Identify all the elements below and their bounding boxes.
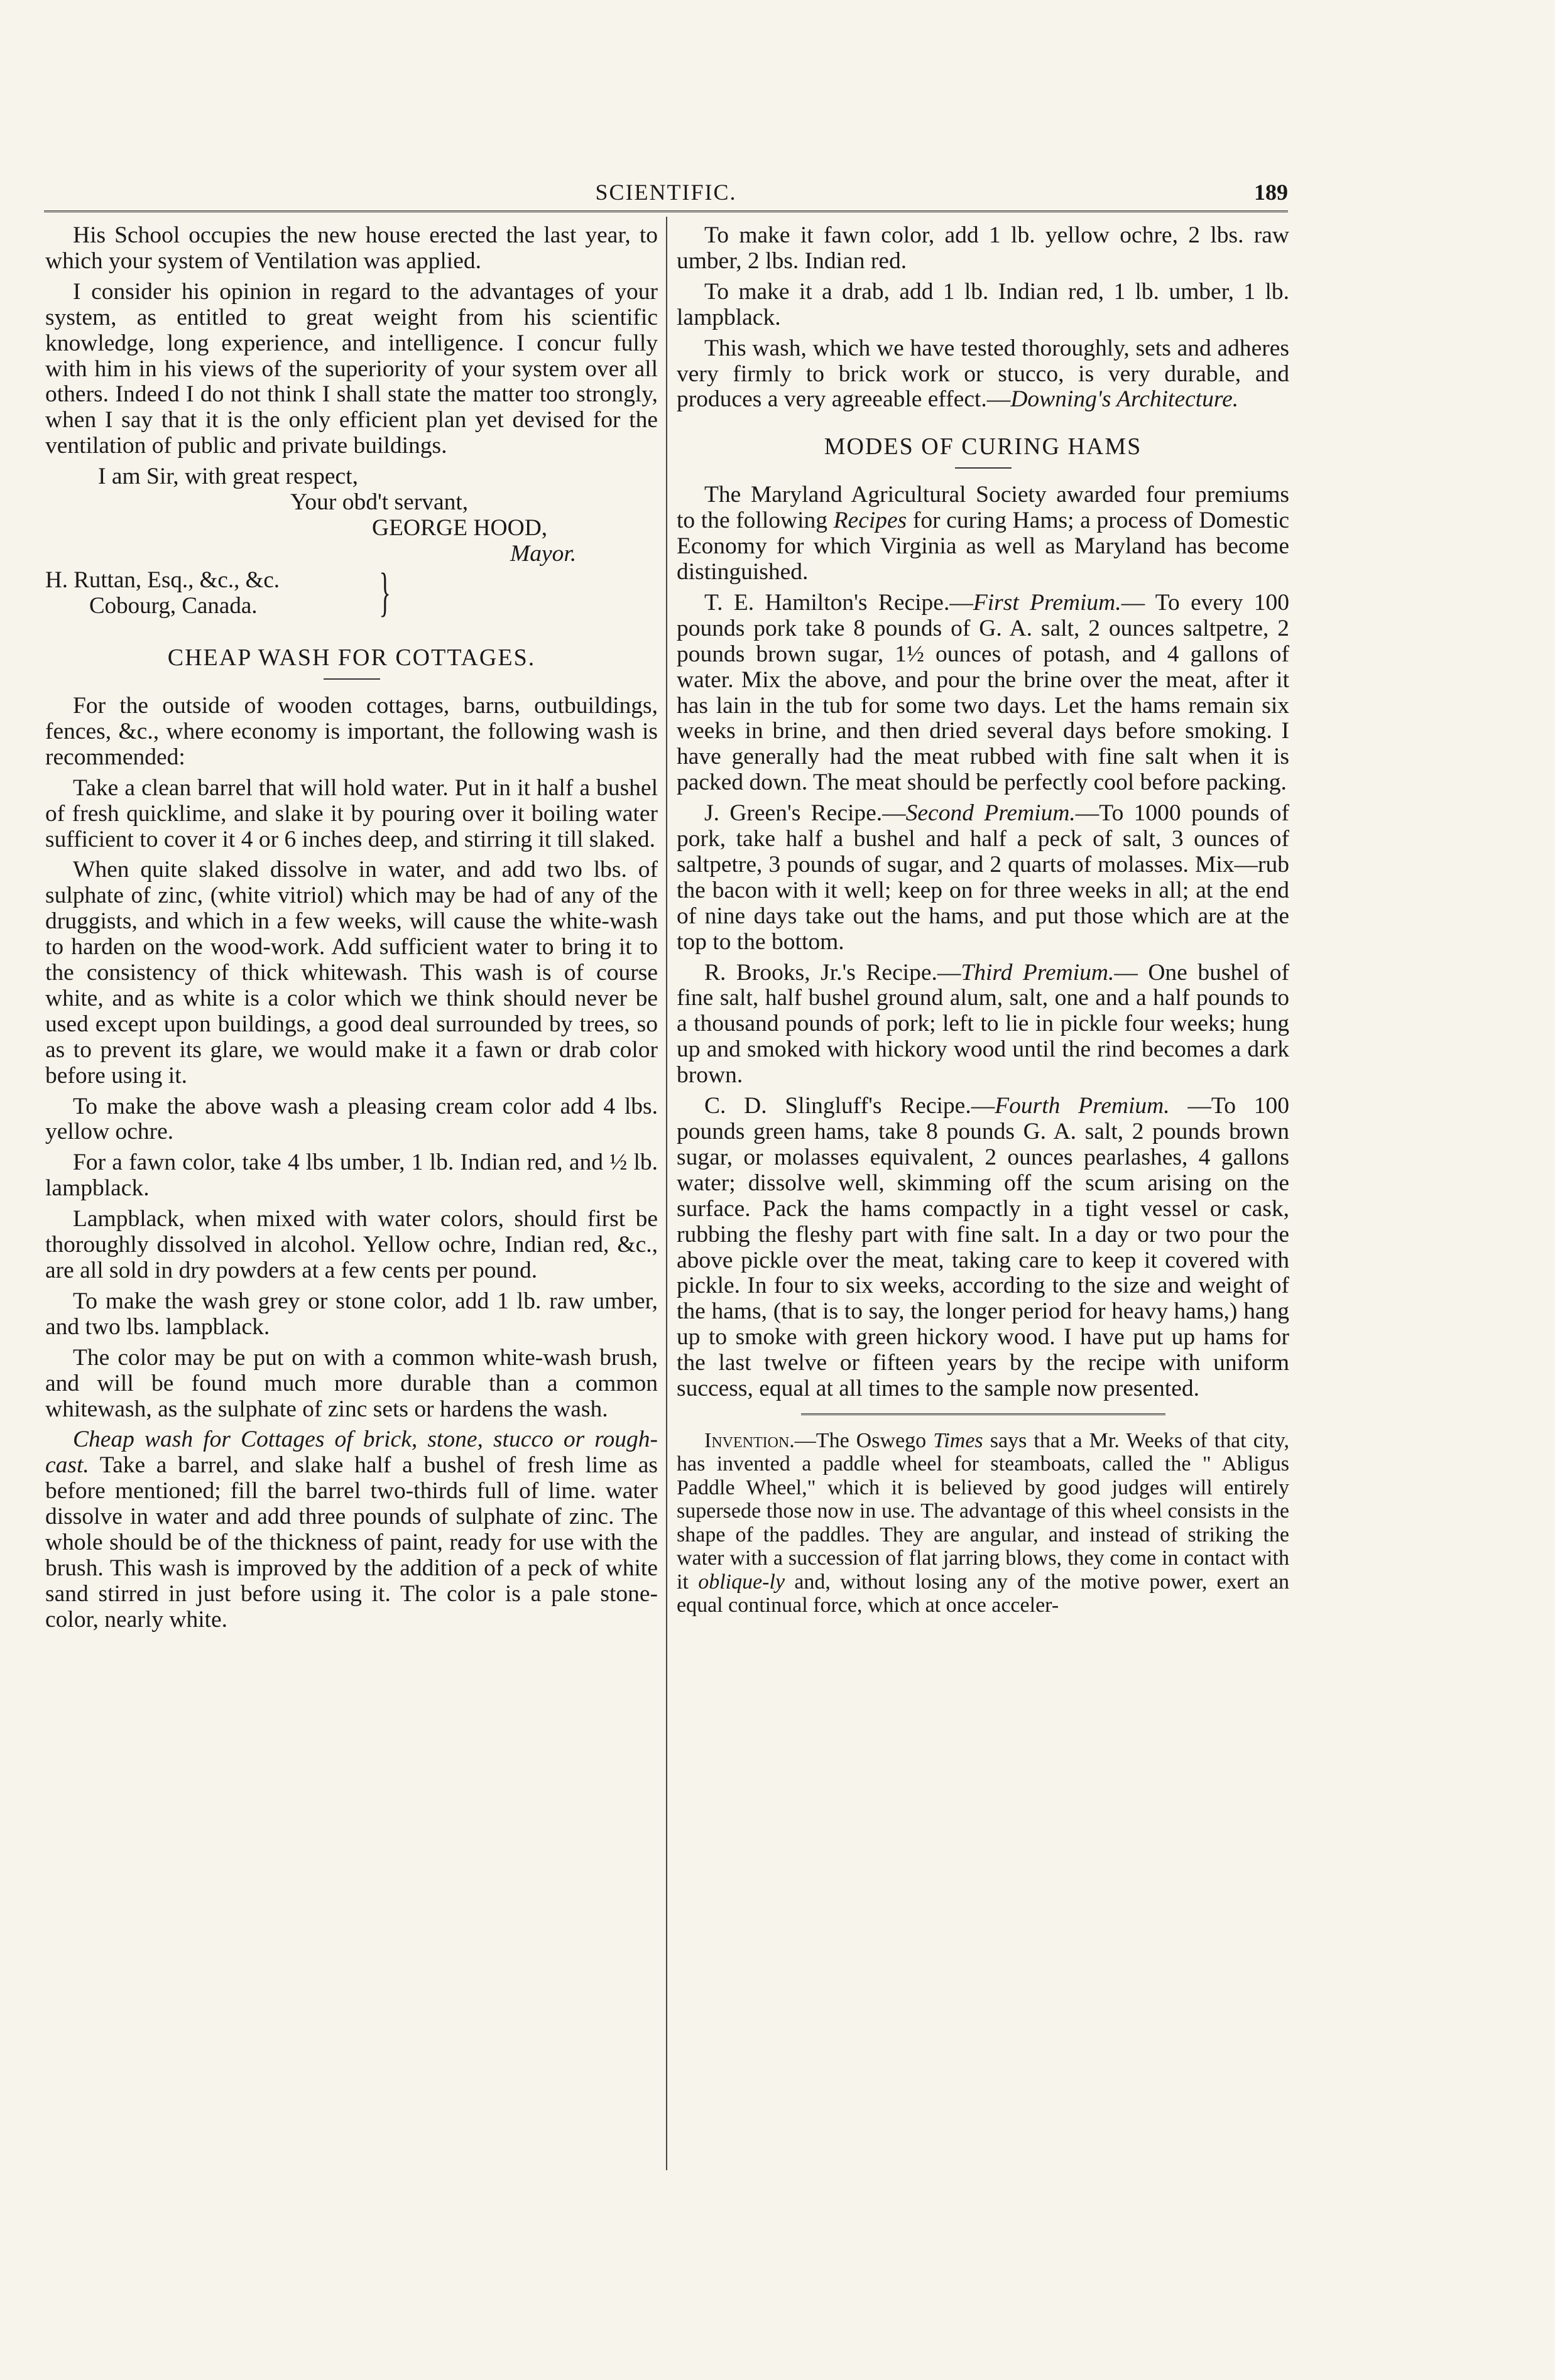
wash-paragraph-3: When quite slaked dissolve in water, and add two lbs. of sulphate of zinc, (white vitriol) which may be had of any of the druggists, and which in a few weeks, will cause the white-wash to harden on the wood-work. Add sufficient water to bring it to the consistency of thick whitewash. This wash is of course white, and as white is a color which we think should never be used except upon buildings, a good deal surrounded by trees, so as to prevent its glare, we would make it a fawn or drab color before using it. — [45, 857, 658, 1089]
invention-lead: Invention. — [704, 1428, 795, 1452]
invention-oblique: oblique-ly — [698, 1570, 785, 1594]
recipe-fourth — [677, 1094, 1289, 1402]
wash-paragraph-6: Lampblack, when mixed with water colors, should first be thoroughly dissolved in alcohol. Yellow ochre, Indian red, &c., are all sold in dry powders at a few cents per pound. — [45, 1206, 658, 1283]
hams-intro — [677, 482, 1289, 585]
left-column — [45, 223, 658, 1638]
brace-icon: } — [379, 562, 391, 622]
signoff-servant — [45, 490, 658, 516]
recipe-second-text: —To 1000 pounds of pork, take half a bushel and half a peck of salt, 3 ounces of saltpetre, 3 pounds of sugar, and 2 quarts of molasses. Mix—rub the bacon with it well; keep on for three weeks in all; at the end of nine days take out the hams, and put those which are at the top to the bottom. — [677, 800, 1290, 955]
header-rule — [44, 210, 1288, 212]
wash-continued-2: To make it a drab, add 1 lb. Indian red, 1 lb. umber, 1 lb. lampblack. — [677, 278, 1289, 330]
page-number: 189 — [1254, 180, 1288, 205]
wash-paragraph-9 — [45, 1427, 658, 1633]
wash-paragraph-2: Take a clean barrel that will hold water. Put in it half a bushel of fresh quicklime, and slake it by pouring over it boiling water sufficient to cover it 4 or 6 inches deep, and stirring it till slaked. — [45, 774, 658, 852]
running-title: SCIENTIFIC. — [595, 180, 737, 205]
invention-a: —The Oswego — [794, 1428, 934, 1452]
wash-paragraph-7: To make the wash grey or stone color, add 1 lb. raw umber, and two lbs. lampblack. — [45, 1288, 658, 1340]
brick-wash-text: Take a barrel, and slake half a bushel of fresh lime as before mentioned; fill the barrel two-thirds full of lime. water dissolve in water and add three pounds of sulphate of zinc. The whole should be of the thickness of paint, ready for use with the brush. This wash is improved by the addition of a peck of white sand stirred in just before using it. The color is a pale stone-color, nearly white. — [45, 1452, 658, 1633]
right-column — [677, 223, 1289, 1622]
recipe-first — [677, 590, 1289, 796]
recipe-second-lead: J. Green's Recipe.— — [704, 800, 906, 827]
recipe-first-lead: T. E. Hamilton's Recipe.— — [704, 589, 973, 616]
address-line-2: Cobourg, Canada. — [89, 593, 258, 619]
letter-closing: I am Sir, with great respect, — [98, 464, 358, 490]
wash-paragraph-5: For a fawn color, take 4 lbs umber, 1 lb. Indian red, and ½ lb. lampblack. — [45, 1149, 658, 1202]
recipe-third-text: — One bushel of fine salt, half bushel ground alum, salt, one and a half pounds to a thousand pounds of pork; left to lie in pickle four weeks; hung up and smoked with hickory wood until the rind becomes a dark brown. — [677, 959, 1289, 1089]
letter-address — [45, 562, 658, 622]
column-divider — [666, 217, 667, 2170]
invention-paper-name: Times — [933, 1428, 983, 1452]
hams-intro-a: The Maryland Agricultural Society awarded four premiums to the following — [677, 482, 1289, 534]
signoff-servant-text: Your obd't servant, — [290, 489, 469, 516]
source-citation: Downing's Architecture. — [1010, 386, 1239, 413]
wash-continued-3-text: This wash, which we have tested thoroughly, sets and adheres very firmly to brick work or stucco, is very durable, and produces a very agreeable effect.— — [677, 335, 1289, 413]
invention-c: and, without losing any of the motive power, exert an equal continual force, which at once acceler- — [677, 1570, 1289, 1617]
page-header — [44, 179, 1288, 210]
wash-continued-3 — [677, 336, 1289, 413]
recipe-fourth-text: —To 100 pounds green hams, take 8 pounds G. A. salt, 2 pounds brown sugar, or molasses equivalent, 2 ounces pearlashes, 4 gallons water; dissolve well, skimming off the scum arising on the surface. Pack the hams compactly in a tight vessel or cask, rubbing the fleshy part with fine salt. In a day or two pour the above pickle over the meat, taking care to keep it covered with pickle. In four to six weeks, according to the size and weight of the hams, (that is to say, the longer period for heavy hams,) hang up to smoke with green hickory wood. I have put up hams for the last twelve or fifteen years by the recipe with uniform success, equal at all times to the sample now presented. — [677, 1093, 1289, 1402]
heading-rule-2 — [955, 467, 1012, 469]
invention-b: says that a Mr. Weeks of that city, has invented a paddle wheel for steamboats, called the " Abligus Paddle Wheel," which it is believed by good judges will entirely supersede those now in use. The advantage of this wheel consists in the shape of the paddles. They are angular, and instead of striking the water with a succession of flat jarring blows, they come in contact with it — [677, 1428, 1289, 1594]
recipe-fourth-lead: C. D. Slingluff's Recipe.— — [704, 1093, 995, 1119]
signoff-name-text: GEORGE HOOD, — [372, 515, 548, 541]
letter-paragraph-2: I consider his opinion in regard to the advantages of your system, as entitled to great weight from his scientific knowledge, long experience, and intelligence. I concur fully with him in his views of the superiority of your system over all others. Indeed I do not think I shall state the matter too strongly, when I say that it is the only efficient plan yet devised for the ventilation of public and private buildings. — [45, 278, 658, 459]
letter-paragraph-1: His School occupies the new house erected the last year, to which your system of Ventilation was applied. — [45, 222, 658, 274]
wash-continued-1: To make it fawn color, add 1 lb. yellow ochre, 2 lbs. raw umber, 2 lbs. Indian red. — [677, 222, 1289, 274]
address-line-1: H. Ruttan, Esq., &c., &c. — [45, 567, 280, 594]
heading-cheap-wash: CHEAP WASH FOR COTTAGES. — [167, 644, 536, 671]
recipe-second — [677, 801, 1289, 955]
signoff-title-text: Mayor. — [510, 541, 577, 567]
wash-paragraph-1: For the outside of wooden cottages, barns, outbuildings, fences, &c., where economy is important, the following wash is recommended: — [45, 692, 658, 770]
hams-intro-italic: Recipes — [833, 508, 907, 534]
wash-paragraph-4: To make the above wash a pleasing cream color add 4 lbs. yellow ochre. — [45, 1093, 658, 1145]
recipe-second-premium: Second Premium. — [905, 800, 1076, 827]
recipe-third — [677, 960, 1289, 1089]
recipe-fourth-premium: Fourth Premium. — [995, 1093, 1170, 1119]
recipe-third-lead: R. Brooks, Jr.'s Recipe.— — [704, 959, 961, 986]
section-separator — [801, 1413, 1165, 1415]
heading-rule — [324, 678, 380, 680]
recipe-first-text: — To every 100 pounds pork take 8 pounds of G. A. salt, 2 ounces saltpetre, 2 pounds brown sugar, 1½ ounces of potash, and 4 gallons of water. Mix the above, and pour the brine over the meat, after it has lain in the tub for some two days. Let the hams remain six weeks in brine, and then dried several days before smoking. I have generally had the meat rubbed with fine salt when it is packed down. The meat should be perfectly cool before packing. — [677, 589, 1290, 796]
wash-paragraph-8: The color may be put on with a common white-wash brush, and will be found much more durable than a common whitewash, as the sulphate of zinc sets or hardens the wash. — [45, 1344, 658, 1422]
recipe-third-premium: Third Premium. — [961, 959, 1115, 986]
brick-wash-title: Cheap wash for Cottages of brick, stone, stucco or rough-cast. — [45, 1426, 658, 1479]
invention-paragraph — [677, 1429, 1289, 1617]
signoff-name — [45, 516, 658, 541]
heading-curing-hams: MODES OF CURING HAMS — [824, 433, 1142, 460]
recipe-first-premium: First Premium. — [973, 589, 1121, 616]
signoff-title — [45, 541, 658, 567]
hams-intro-b: for curing Hams; a process of Domestic Economy for which Virginia as well as Maryland has become distinguished. — [677, 508, 1290, 585]
